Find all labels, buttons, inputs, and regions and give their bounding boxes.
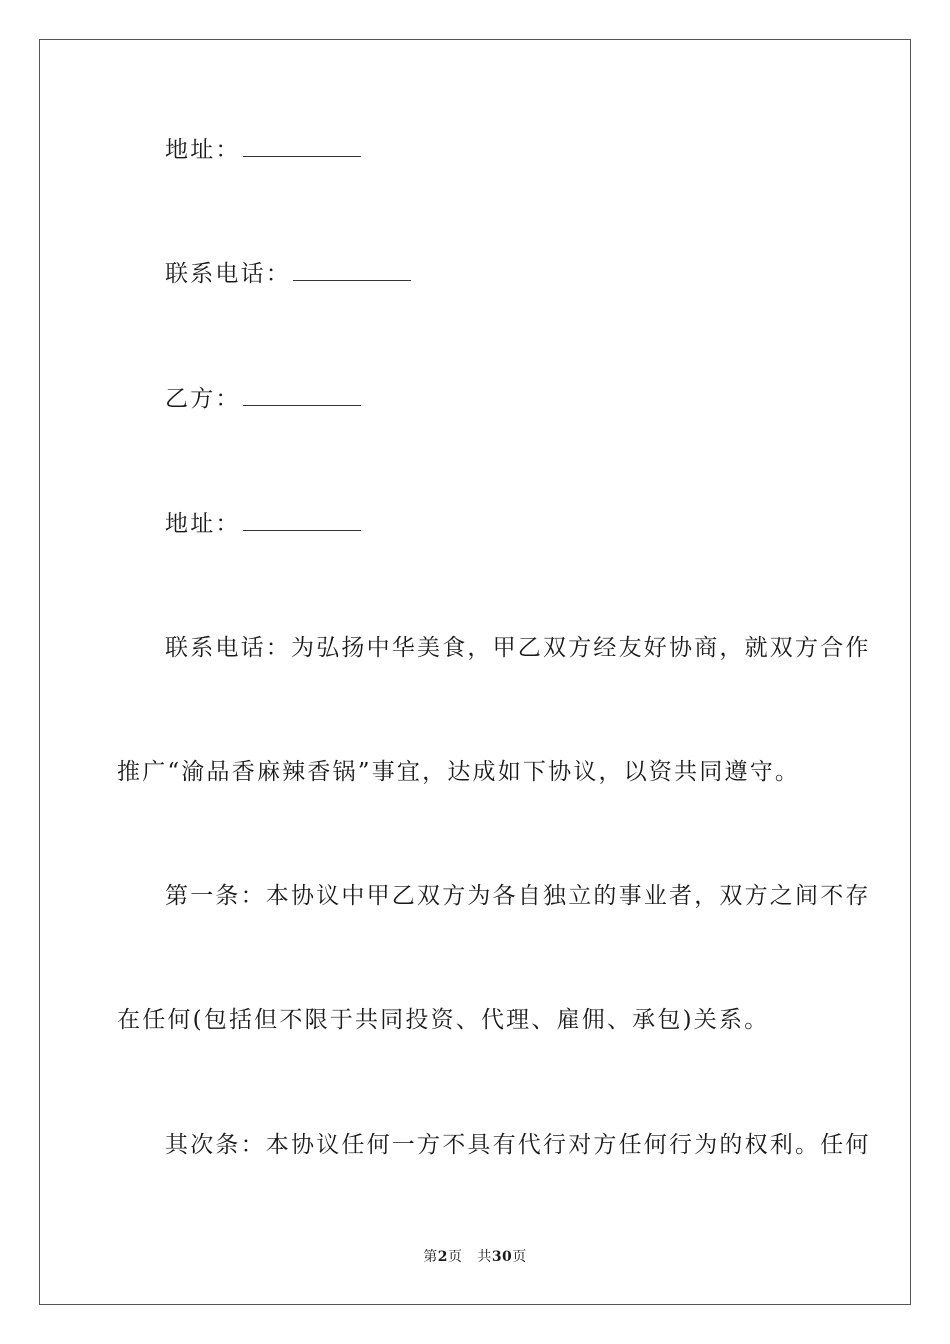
party-b-blank	[243, 385, 361, 406]
paragraph-intro-line-1: 联系电话：为弘扬中华美食，甲乙双方经友好协商，就双方合作	[165, 635, 871, 661]
address-b-line	[165, 509, 361, 539]
address-b-label: 地址：	[165, 511, 241, 537]
phone-blank	[293, 260, 411, 281]
address-blank	[243, 136, 361, 157]
address-label: 地址：	[165, 137, 241, 163]
total-suffix: 页	[512, 1249, 527, 1265]
party-b-label: 乙方：	[165, 386, 241, 412]
phone-line	[165, 259, 411, 289]
article-1-line-1: 第一条：本协议中甲乙双方为各自独立的事业者，双方之间不存	[165, 883, 871, 909]
address-line	[165, 135, 361, 165]
page-footer	[0, 1246, 950, 1266]
page-suffix: 页	[447, 1249, 463, 1265]
phone-label: 联系电话：	[165, 261, 291, 287]
page-prefix: 第	[423, 1249, 438, 1265]
page-number: 2	[437, 1249, 448, 1265]
total-pages: 30	[491, 1249, 513, 1265]
article-2-line-1: 其次条：本协议任何一方不具有代行对方任何行为的权利。任何	[165, 1132, 871, 1158]
total-prefix: 共	[477, 1249, 492, 1265]
page-border	[39, 39, 911, 1305]
article-1-line-2: 在任何(包括但不限于共同投资、代理、雇佣、承包)关系。	[117, 1007, 770, 1033]
address-b-blank	[243, 510, 361, 531]
party-b-line	[165, 384, 361, 414]
paragraph-intro-line-2: 推广“渝品香麻辣香锅”事宜，达成如下协议，以资共同遵守。	[117, 759, 801, 785]
